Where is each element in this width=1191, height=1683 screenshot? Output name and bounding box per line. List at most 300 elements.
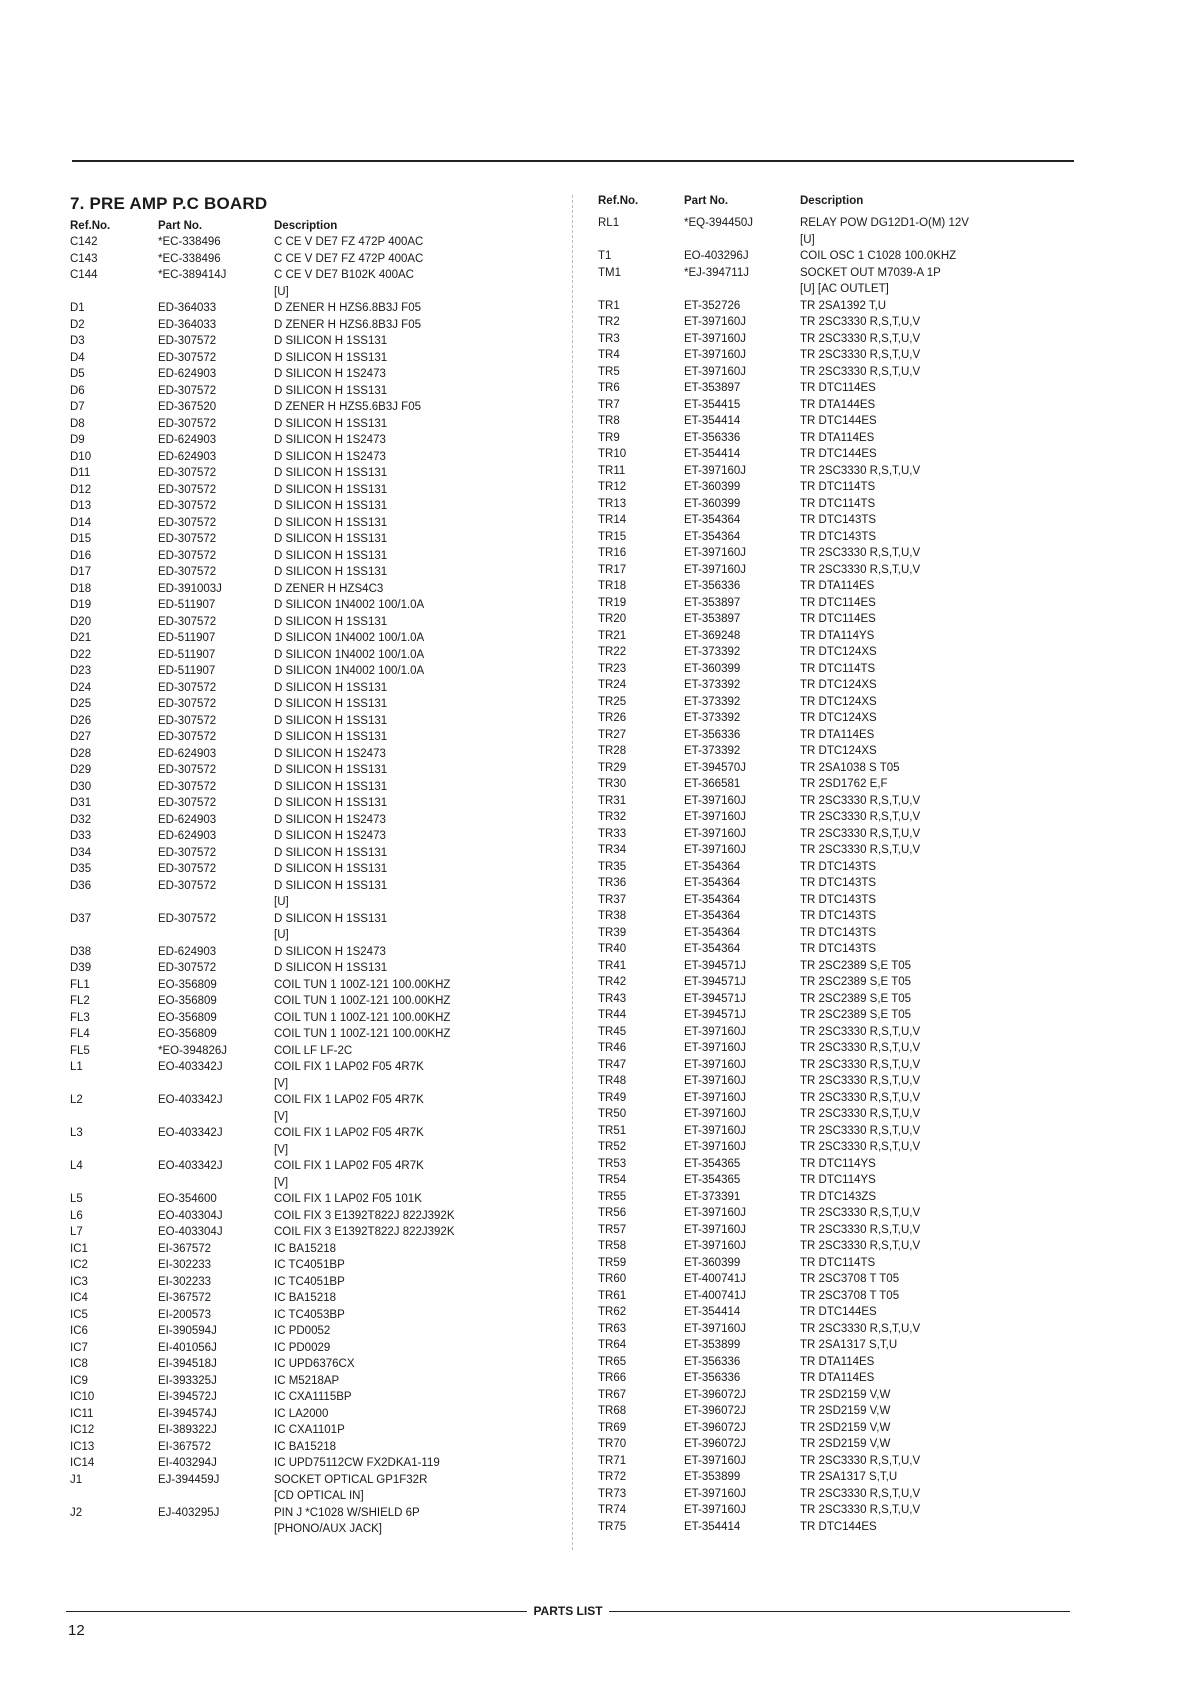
table-row bbox=[598, 611, 1068, 628]
description bbox=[800, 1139, 1068, 1156]
description-line: TR DTC114TS bbox=[800, 662, 876, 675]
table-row bbox=[70, 548, 570, 565]
description-line: TR 2SC2389 S,E T05 bbox=[800, 976, 912, 988]
part-no: ET-354365 bbox=[684, 1157, 741, 1170]
ref-no: TR38 bbox=[598, 910, 627, 922]
part-no: ET-356336 bbox=[684, 580, 741, 592]
description-line: TR DTC114ES bbox=[800, 613, 876, 625]
ref-no: FL3 bbox=[70, 1011, 90, 1024]
table-row bbox=[70, 1257, 570, 1274]
part-no: EI-367572 bbox=[158, 1242, 212, 1255]
description bbox=[800, 364, 1068, 381]
part-no: ET-397160J bbox=[684, 1091, 747, 1104]
part-no: ED-307572 bbox=[158, 384, 217, 397]
description-line: TR 2SD2159 V,W bbox=[800, 1405, 891, 1417]
table-row bbox=[598, 1106, 1068, 1123]
ref-no: D23 bbox=[70, 665, 92, 677]
table-row bbox=[598, 644, 1068, 661]
description bbox=[800, 314, 1068, 331]
ref-no: D14 bbox=[70, 516, 92, 529]
part-no: ET-394571J bbox=[684, 992, 747, 1005]
table-row bbox=[70, 1307, 570, 1324]
table-row bbox=[70, 300, 570, 317]
part-no: ET-397160J bbox=[684, 332, 747, 345]
description bbox=[274, 1455, 570, 1472]
header-part: Part No. bbox=[684, 195, 729, 207]
description bbox=[800, 578, 1068, 595]
part-no: ED-307572 bbox=[158, 780, 217, 793]
ref-no: TR1 bbox=[598, 299, 620, 312]
description bbox=[274, 1059, 570, 1092]
description bbox=[800, 331, 1068, 348]
footer-label: PARTS LIST bbox=[533, 1604, 603, 1618]
description-line: D SILICON H 1S2473 bbox=[274, 747, 386, 760]
part-no: ET-373392 bbox=[684, 745, 741, 757]
part-no: ET-396072J bbox=[684, 1438, 747, 1450]
part-no: EI-389322J bbox=[158, 1424, 217, 1436]
description bbox=[800, 529, 1068, 546]
table-row bbox=[70, 1241, 570, 1258]
description bbox=[800, 1024, 1068, 1041]
table-row bbox=[70, 1340, 570, 1357]
ref-no: TR24 bbox=[598, 679, 627, 691]
part-no: ET-394571J bbox=[684, 976, 747, 988]
part-no: ET-397160J bbox=[684, 349, 747, 361]
header-ref: Ref.No. bbox=[70, 220, 111, 232]
description-line: D SILICON H 1SS131 bbox=[274, 384, 388, 397]
ref-no: TR36 bbox=[598, 877, 627, 889]
ref-no: IC14 bbox=[70, 1457, 95, 1469]
part-no: ET-373391 bbox=[684, 1190, 741, 1203]
part-no: ET-356336 bbox=[684, 728, 741, 741]
description bbox=[274, 1191, 570, 1208]
part-no: ED-624903 bbox=[158, 450, 217, 463]
table-row bbox=[598, 364, 1068, 381]
ref-no: TR45 bbox=[598, 1025, 627, 1038]
table-row bbox=[70, 1191, 570, 1208]
part-no: ED-307572 bbox=[158, 533, 217, 545]
part-no: ET-353899 bbox=[684, 1471, 741, 1483]
part-no: ET-352726 bbox=[684, 299, 741, 312]
description-line: TR DTC124XS bbox=[800, 712, 877, 724]
description bbox=[274, 531, 570, 548]
ref-no: IC8 bbox=[70, 1358, 88, 1370]
part-no: ED-624903 bbox=[158, 813, 217, 826]
part-no: ED-307572 bbox=[158, 879, 217, 892]
table-row bbox=[70, 878, 570, 911]
description bbox=[800, 661, 1068, 678]
ref-no: C143 bbox=[70, 252, 98, 265]
ref-no: TR50 bbox=[598, 1108, 627, 1120]
description-line: TR DTC143TS bbox=[800, 514, 877, 526]
part-no: ET-354364 bbox=[684, 943, 741, 955]
description-line: TR DTC143TS bbox=[800, 877, 877, 889]
ref-no: D4 bbox=[70, 351, 85, 364]
description bbox=[274, 1439, 570, 1456]
part-no: ET-373392 bbox=[684, 679, 741, 691]
table-row bbox=[598, 1222, 1068, 1239]
description-line: COIL OSC 1 C1028 100.0KHZ bbox=[800, 250, 957, 262]
part-no: EJ-403295J bbox=[158, 1506, 220, 1519]
description bbox=[800, 1288, 1068, 1305]
description bbox=[800, 694, 1068, 711]
ref-no: TR11 bbox=[598, 464, 626, 477]
description bbox=[274, 746, 570, 763]
description bbox=[274, 1257, 570, 1274]
table-row bbox=[70, 680, 570, 697]
part-no: EI-393325J bbox=[158, 1374, 217, 1387]
description-line: D SILICON H 1SS131 bbox=[274, 351, 388, 364]
description-line: D SILICON H 1SS131 bbox=[274, 962, 388, 974]
description-line: TR 2SC3330 R,S,T,U,V bbox=[800, 1091, 921, 1104]
part-no: ET-400741J bbox=[684, 1273, 747, 1285]
description bbox=[274, 647, 570, 664]
part-no: ED-307572 bbox=[158, 483, 217, 496]
description-line: D ZENER H HZS4C3 bbox=[274, 582, 384, 595]
table-row bbox=[70, 366, 570, 383]
table-row bbox=[598, 842, 1068, 859]
table-row bbox=[70, 1455, 570, 1472]
ref-no: D32 bbox=[70, 813, 92, 826]
table-row bbox=[598, 1370, 1068, 1387]
table-row bbox=[70, 1406, 570, 1423]
description-line: TR 2SC2389 S,E T05 bbox=[800, 1009, 912, 1021]
description-line: TR DTC124XS bbox=[800, 695, 877, 708]
table-row bbox=[598, 578, 1068, 595]
part-no: EI-367572 bbox=[158, 1440, 212, 1453]
table-row bbox=[598, 875, 1068, 892]
ref-no: IC6 bbox=[70, 1325, 88, 1337]
description bbox=[800, 397, 1068, 414]
description-line: TR 2SC3330 R,S,T,U,V bbox=[800, 349, 921, 361]
part-no: ET-396072J bbox=[684, 1421, 747, 1434]
ref-no: D34 bbox=[70, 846, 92, 859]
part-no: ET-366581 bbox=[684, 778, 741, 790]
ref-no: D20 bbox=[70, 615, 92, 628]
description-line: TR DTA114ES bbox=[800, 580, 875, 592]
table-row bbox=[70, 1043, 570, 1060]
part-no: ET-397160J bbox=[684, 563, 747, 576]
ref-no: TR55 bbox=[598, 1190, 627, 1203]
ref-no: D19 bbox=[70, 599, 92, 611]
description-line: TR 2SC3330 R,S,T,U,V bbox=[800, 844, 921, 856]
part-no: ET-356336 bbox=[684, 1355, 741, 1368]
description-line: TR 2SC3330 R,S,T,U,V bbox=[800, 1504, 921, 1516]
description bbox=[800, 1205, 1068, 1222]
description bbox=[274, 1422, 570, 1439]
table-row bbox=[598, 380, 1068, 397]
part-no: *EJ-394711J bbox=[684, 266, 749, 279]
right-column bbox=[598, 193, 1068, 1535]
description bbox=[800, 991, 1068, 1008]
ref-no: IC5 bbox=[70, 1308, 88, 1321]
table-row bbox=[70, 861, 570, 878]
ref-no: TR15 bbox=[598, 530, 627, 543]
description bbox=[800, 628, 1068, 645]
description bbox=[800, 1271, 1068, 1288]
ref-no: IC2 bbox=[70, 1259, 88, 1271]
description-line: IC UPD75112CW FX2DKA1-119 bbox=[274, 1457, 440, 1469]
part-no: EO-403304J bbox=[158, 1209, 223, 1222]
ref-no: D33 bbox=[70, 830, 92, 842]
description bbox=[800, 1007, 1068, 1024]
ref-no: D39 bbox=[70, 962, 92, 974]
description-line: COIL FIX 1 LAP02 F05 4R7K bbox=[274, 1127, 424, 1139]
ref-no: TR48 bbox=[598, 1075, 627, 1087]
description-line: TR DTC143TS bbox=[800, 910, 877, 922]
description-line: TR DTC114TS bbox=[800, 481, 876, 493]
ref-no: TR42 bbox=[598, 976, 627, 988]
table-row bbox=[598, 1139, 1068, 1156]
part-no: ET-397160J bbox=[684, 1075, 747, 1087]
part-no: EO-356809 bbox=[158, 1011, 217, 1024]
description-line: COIL TUN 1 100Z-121 100.00KHZ bbox=[274, 1011, 451, 1024]
description bbox=[274, 680, 570, 697]
part-no: EO-356809 bbox=[158, 1028, 217, 1040]
table-row bbox=[598, 562, 1068, 579]
ref-no: D9 bbox=[70, 434, 85, 446]
description-line: D SILICON 1N4002 100/1.0A bbox=[274, 648, 425, 661]
part-no: ED-307572 bbox=[158, 962, 217, 974]
description-line: D SILICON H 1SS131 bbox=[274, 417, 388, 430]
description bbox=[274, 960, 570, 977]
ref-no: IC1 bbox=[70, 1242, 88, 1255]
table-row bbox=[598, 479, 1068, 496]
table-row bbox=[70, 944, 570, 961]
table-row bbox=[70, 399, 570, 416]
description-line: TR 2SC3330 R,S,T,U,V bbox=[800, 827, 921, 840]
ref-no: D13 bbox=[70, 500, 92, 512]
part-no: ET-354365 bbox=[684, 1174, 741, 1186]
table-row bbox=[598, 809, 1068, 826]
table-row bbox=[70, 977, 570, 994]
table-row bbox=[598, 446, 1068, 463]
description bbox=[800, 941, 1068, 958]
description bbox=[274, 1224, 570, 1241]
table-row bbox=[70, 1158, 570, 1191]
description bbox=[800, 562, 1068, 579]
description bbox=[800, 347, 1068, 364]
description bbox=[274, 861, 570, 878]
description bbox=[274, 614, 570, 631]
description bbox=[800, 595, 1068, 612]
ref-no: J2 bbox=[70, 1506, 83, 1519]
ref-no: D7 bbox=[70, 401, 85, 413]
ref-no: L3 bbox=[70, 1127, 83, 1139]
column-divider bbox=[572, 195, 573, 1550]
ref-no: IC12 bbox=[70, 1424, 95, 1436]
part-no: ET-360399 bbox=[684, 481, 741, 493]
part-no: ET-354364 bbox=[684, 514, 741, 526]
part-no: ET-373392 bbox=[684, 695, 741, 708]
description-line: C CE V DE7 B102K 400AC bbox=[274, 269, 414, 281]
ref-no: L2 bbox=[70, 1094, 83, 1106]
ref-no: D22 bbox=[70, 648, 92, 661]
part-no: ET-354415 bbox=[684, 398, 741, 411]
part-no: EI-302233 bbox=[158, 1275, 212, 1288]
part-no: ET-397160J bbox=[684, 811, 747, 823]
description bbox=[274, 1356, 570, 1373]
table-row bbox=[598, 248, 1068, 265]
description-line: TR 2SC3330 R,S,T,U,V bbox=[800, 794, 921, 807]
table-row bbox=[70, 795, 570, 812]
table-row bbox=[598, 974, 1068, 991]
part-no: EI-394572J bbox=[158, 1391, 217, 1403]
description-line: IC LA2000 bbox=[274, 1407, 329, 1420]
description-line: TR DTA114ES bbox=[800, 1372, 875, 1384]
table-row bbox=[598, 463, 1068, 480]
description-line: TR 2SA1392 T,U bbox=[800, 299, 887, 312]
part-no: ET-397160J bbox=[684, 827, 747, 840]
description bbox=[274, 1241, 570, 1258]
description bbox=[274, 416, 570, 433]
description bbox=[274, 1389, 570, 1406]
part-no: EJ-394459J bbox=[158, 1473, 220, 1486]
part-no: ET-354364 bbox=[684, 893, 741, 906]
table-row bbox=[598, 1189, 1068, 1206]
description-line: D SILICON H 1SS131 bbox=[274, 533, 388, 545]
description-line: TR DTC143TS bbox=[800, 860, 877, 873]
ref-no: TR35 bbox=[598, 860, 627, 873]
description-line: C CE V DE7 FZ 472P 400AC bbox=[274, 252, 424, 265]
table-row bbox=[70, 1505, 570, 1538]
part-no: ED-307572 bbox=[158, 516, 217, 529]
description-line: TR DTC144ES bbox=[800, 1306, 877, 1318]
description-line: IC M5218AP bbox=[274, 1374, 340, 1387]
ref-no: TR7 bbox=[598, 398, 620, 411]
ref-no: D26 bbox=[70, 714, 92, 727]
ref-no: TR30 bbox=[598, 778, 627, 790]
part-no: ET-354364 bbox=[684, 860, 741, 873]
description-line: [U] bbox=[800, 233, 815, 246]
table-row bbox=[598, 397, 1068, 414]
part-no: ED-624903 bbox=[158, 368, 217, 380]
table-row bbox=[70, 482, 570, 499]
description bbox=[274, 795, 570, 812]
description bbox=[800, 1436, 1068, 1453]
ref-no: D10 bbox=[70, 450, 92, 463]
table-row bbox=[598, 1205, 1068, 1222]
table-row bbox=[70, 515, 570, 532]
table-row bbox=[70, 911, 570, 944]
table-row bbox=[70, 317, 570, 334]
description-line: TR 2SD2159 V,W bbox=[800, 1388, 891, 1401]
table-row bbox=[70, 1010, 570, 1027]
table-row bbox=[598, 677, 1068, 694]
part-no: ET-397160J bbox=[684, 1124, 747, 1137]
description bbox=[800, 215, 1068, 248]
part-no: ET-354364 bbox=[684, 877, 741, 889]
table-header-left bbox=[70, 218, 570, 234]
part-no: ED-364033 bbox=[158, 318, 217, 331]
part-no: ET-396072J bbox=[684, 1405, 747, 1417]
table-row bbox=[70, 828, 570, 845]
part-no: ET-353897 bbox=[684, 382, 741, 394]
ref-no: TR74 bbox=[598, 1504, 627, 1516]
table-row bbox=[598, 776, 1068, 793]
table-row bbox=[70, 1059, 570, 1092]
table-row bbox=[598, 1090, 1068, 1107]
table-row bbox=[70, 432, 570, 449]
description bbox=[800, 1420, 1068, 1437]
description-line: IC CXA1101P bbox=[274, 1424, 345, 1436]
part-no: ED-307572 bbox=[158, 846, 217, 859]
description bbox=[800, 793, 1068, 810]
ref-no: TR5 bbox=[598, 365, 620, 378]
description bbox=[274, 1307, 570, 1324]
part-no: ED-511907 bbox=[158, 665, 216, 677]
description-line: COIL FIX 1 LAP02 F05 4R7K bbox=[274, 1160, 424, 1172]
description-line: D SILICON H 1SS131 bbox=[274, 335, 388, 347]
description bbox=[800, 463, 1068, 480]
description bbox=[800, 1172, 1068, 1189]
table-row bbox=[70, 531, 570, 548]
ref-no: TR65 bbox=[598, 1355, 627, 1368]
part-no: ET-394571J bbox=[684, 1009, 747, 1021]
part-no: ET-397160J bbox=[684, 316, 747, 328]
part-no: ET-397160J bbox=[684, 1322, 747, 1335]
ref-no: D38 bbox=[70, 945, 92, 958]
part-no: ET-354414 bbox=[684, 1306, 741, 1318]
description bbox=[274, 399, 570, 416]
description-line: D SILICON H 1SS131 bbox=[274, 500, 388, 512]
description-line: TR 2SC3330 R,S,T,U,V bbox=[800, 563, 921, 576]
description bbox=[274, 911, 570, 944]
part-no: *EQ-394450J bbox=[684, 217, 754, 229]
header-desc: Description bbox=[274, 220, 338, 232]
ref-no: TR47 bbox=[598, 1058, 627, 1071]
part-no: ED-511907 bbox=[158, 648, 216, 661]
ref-no: TR18 bbox=[598, 580, 627, 592]
part-no: *EC-338496 bbox=[158, 236, 221, 248]
description-line: D SILICON H 1SS131 bbox=[274, 846, 388, 859]
description-line: TR 2SC3330 R,S,T,U,V bbox=[800, 464, 921, 477]
table-row bbox=[598, 1057, 1068, 1074]
description-line: COIL FIX 1 LAP02 F05 4R7K bbox=[274, 1061, 424, 1073]
ref-no: T1 bbox=[598, 250, 612, 262]
description-line: D SILICON H 1SS131 bbox=[274, 764, 388, 776]
description-line: TR 2SC3330 R,S,T,U,V bbox=[800, 1240, 921, 1252]
ref-no: TR59 bbox=[598, 1256, 627, 1269]
description bbox=[274, 1125, 570, 1158]
table-row bbox=[598, 430, 1068, 447]
part-no: ED-307572 bbox=[158, 500, 217, 512]
table-row bbox=[70, 713, 570, 730]
description-line: C CE V DE7 FZ 472P 400AC bbox=[274, 236, 424, 248]
part-no: ET-397160J bbox=[684, 1042, 747, 1054]
ref-no: FL1 bbox=[70, 978, 90, 991]
ref-no: TR75 bbox=[598, 1520, 627, 1533]
table-row bbox=[598, 1387, 1068, 1404]
description bbox=[800, 1502, 1068, 1519]
description bbox=[800, 958, 1068, 975]
ref-no: TR17 bbox=[598, 563, 627, 576]
ref-no: TR21 bbox=[598, 629, 627, 642]
part-no: ET-397160J bbox=[684, 1108, 747, 1120]
part-no: EI-403294J bbox=[158, 1457, 217, 1469]
footer-rule-right bbox=[609, 1611, 1070, 1612]
ref-no: L1 bbox=[70, 1061, 83, 1073]
part-no: ET-397160J bbox=[684, 1058, 747, 1071]
footer bbox=[66, 1604, 1070, 1618]
part-no: *EO-394826J bbox=[158, 1044, 228, 1057]
ref-no: TR4 bbox=[598, 349, 620, 361]
description-line: IC TC4051BP bbox=[274, 1259, 345, 1271]
description-line: D SILICON H 1S2473 bbox=[274, 368, 386, 380]
part-no: ET-353897 bbox=[684, 613, 741, 625]
description bbox=[800, 380, 1068, 397]
part-no: ET-353897 bbox=[684, 596, 741, 609]
